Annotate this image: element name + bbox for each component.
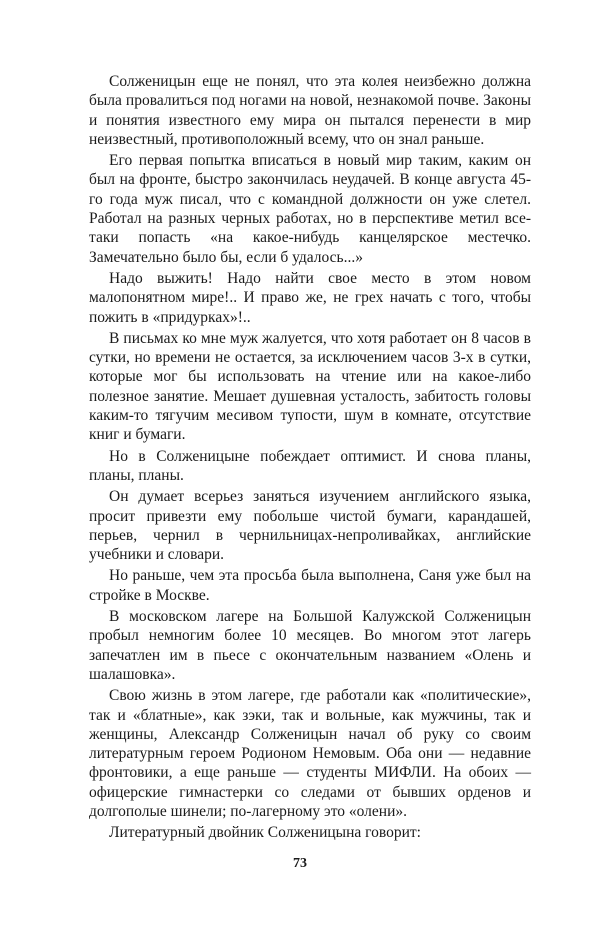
paragraph: В московском лагере на Большой Калужской Солженицын пробыл немногим более 10 месяцев. Во многом этот лагерь запечатлен им в пьесе с окончательным названием «Олень и шалашовка». — [89, 608, 531, 683]
paragraph: Его первая попытка вписаться в новый мир таким, каким он был на фронте, быстро закончилась неудачей. В конце августа 45-го года муж писал, что с командной должности он уже слетел. Работал на разных черных работах, но в перспективе метил все-таки попасть «на какое-нибудь канцелярское местечко. Замечательно было бы, если б удалось...» — [89, 152, 531, 266]
paragraph: В письмах ко мне муж жалуется, что хотя работает он 8 часов в сутки, но времени не остается, за исключением часов 3-х в сутки, которые мог бы использовать на чтение или на какое-либо полезное занятие. Мешает душевная усталость, забитость головы каким-то тягучим месивом тупости, шум в комнате, отсутствие книг и бумаги. — [89, 329, 531, 444]
paragraph: Но в Солженицыне побеждает оптимист. И снова планы, планы, планы. — [89, 447, 531, 484]
page-number: 73 — [293, 856, 307, 871]
page-text — [89, 72, 531, 845]
paragraph: Но раньше, чем эта просьба была выполнена, Саня уже был на стройке в Москве. — [89, 567, 531, 604]
paragraph: Он думает всерьез заняться изучением английского языка, просит привезти ему побольше чистой бумаги, карандашей, перьев, чернил в чернильницах-непроливайках, английские учебники и словари. — [89, 488, 531, 564]
paragraph: Надо выжить! Надо найти свое место в этом новом малопонятном мире!.. И право же, не грех начать с того, чтобы пожить в «придурках»!.. — [89, 269, 531, 326]
paragraph: Солженицын еще не понял, что эта колея неизбежно должна была провалиться под ногами на новой, незнакомой почве. Законы и понятия известного ему мира он пытался перенести в мир неизвестный, противоположный всему, что он знал раньше. — [89, 73, 531, 148]
paragraph: Литературный двойник Солженицына говорит: — [109, 824, 421, 842]
paragraph: Свою жизнь в этом лагере, где работали как «политические», так и «блатные», как зэки, так и вольные, как мужчины, так и женщины, Александр Солженицын начал об руку со своим литературным героем Родионом Немовым. Оба они — недавние фронтовики, а еще раньше — студенты МИФЛИ. На обоих — офицерские гимнастерки со следами от бывших орденов и долгополые шинели; по-лагерному это «олени». — [89, 687, 531, 820]
